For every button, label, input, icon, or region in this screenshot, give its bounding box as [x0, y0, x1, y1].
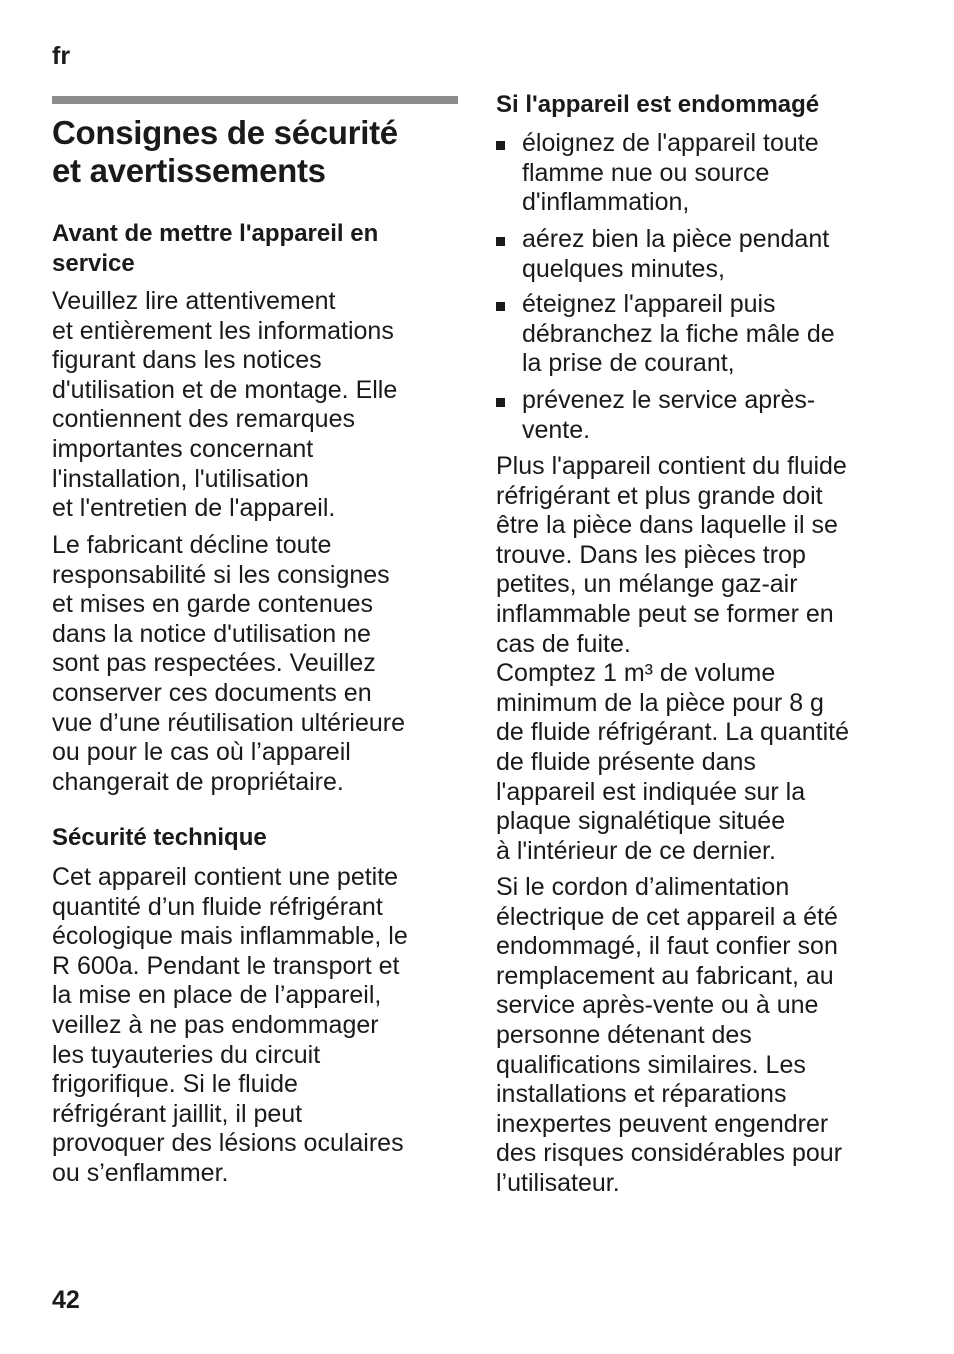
- page-title: Consignes de sécurité et avertissements: [52, 114, 398, 189]
- paragraph-room-volume: Plus l'appareil contient du fluide réfrigérant et plus grande doit être la pièce dans laquelle il se trouve. Dans les pièces trop petites, un mélange gaz-air inflammable peut se former en cas de fuite. Comptez 1 m³ de volume minimum de la pièce pour 8 g de fluide réfrigérant. La quantité de fluide présente dans l'appareil est indiquée sur la plaque signalétique située à l'intérieur de ce dernier.: [496, 452, 850, 865]
- list-item-text: prévenez le service après- vente.: [522, 386, 816, 444]
- list-item-text: éloignez de l'appareil toute flamme nue ou source d'inflammation,: [522, 129, 819, 217]
- square-bullet-icon: [496, 302, 505, 311]
- section-heading-if-damaged: Si l'appareil est endommagé: [496, 91, 820, 118]
- title-rule: [52, 96, 458, 104]
- section-heading-technical-safety: Sécurité technique: [52, 824, 267, 851]
- list-item-text: éteignez l'appareil puis débranchez la fiche mâle de la prise de courant,: [522, 290, 835, 378]
- paragraph-manufacturer-liability: Le fabricant décline toute responsabilité si les consignes et mises en garde contenues dans la notice d'utilisation ne sont pas respectées. Veuillez conserver ces documents en vue d’une réutilisation ultérieure ou pour le cas où l’appareil changerait de propriétaire.: [52, 531, 405, 796]
- square-bullet-icon: [496, 141, 505, 150]
- paragraph-read-instructions: Veuillez lire attentivement et entièrement les informations figurant dans les notices d'utilisation et de montage. Elle contiennent des remarques importantes concernant l'installation, l'utilisation et l'entretien de l'appareil.: [52, 287, 398, 523]
- square-bullet-icon: [496, 237, 505, 246]
- page-number: 42: [52, 1286, 80, 1314]
- language-code: fr: [52, 42, 71, 70]
- square-bullet-icon: [496, 398, 505, 407]
- list-item-text: aérez bien la pièce pendant quelques minutes,: [522, 225, 830, 283]
- section-heading-before-use: Avant de mettre l'appareil en service: [52, 220, 379, 277]
- paragraph-power-cord: Si le cordon d’alimentation électrique de cet appareil a été endommagé, il faut confier son remplacement au fabricant, au service après-vente ou à une personne détenant des qualifications similaires. Les installations et réparations inexpertes peuvent engendrer des risques considérables pour l’utilisateur.: [496, 873, 843, 1197]
- paragraph-refrigerant: Cet appareil contient une petite quantité d’un fluide réfrigérant écologique mais inflammable, le R 600a. Pendant le transport et la mise en place de l’appareil, veillez à ne pas endommager les tuyauteries du circuit frigorifique. Si le fluide réfrigérant jaillit, il peut provoquer des lésions oculaires ou s’enflammer.: [52, 863, 408, 1187]
